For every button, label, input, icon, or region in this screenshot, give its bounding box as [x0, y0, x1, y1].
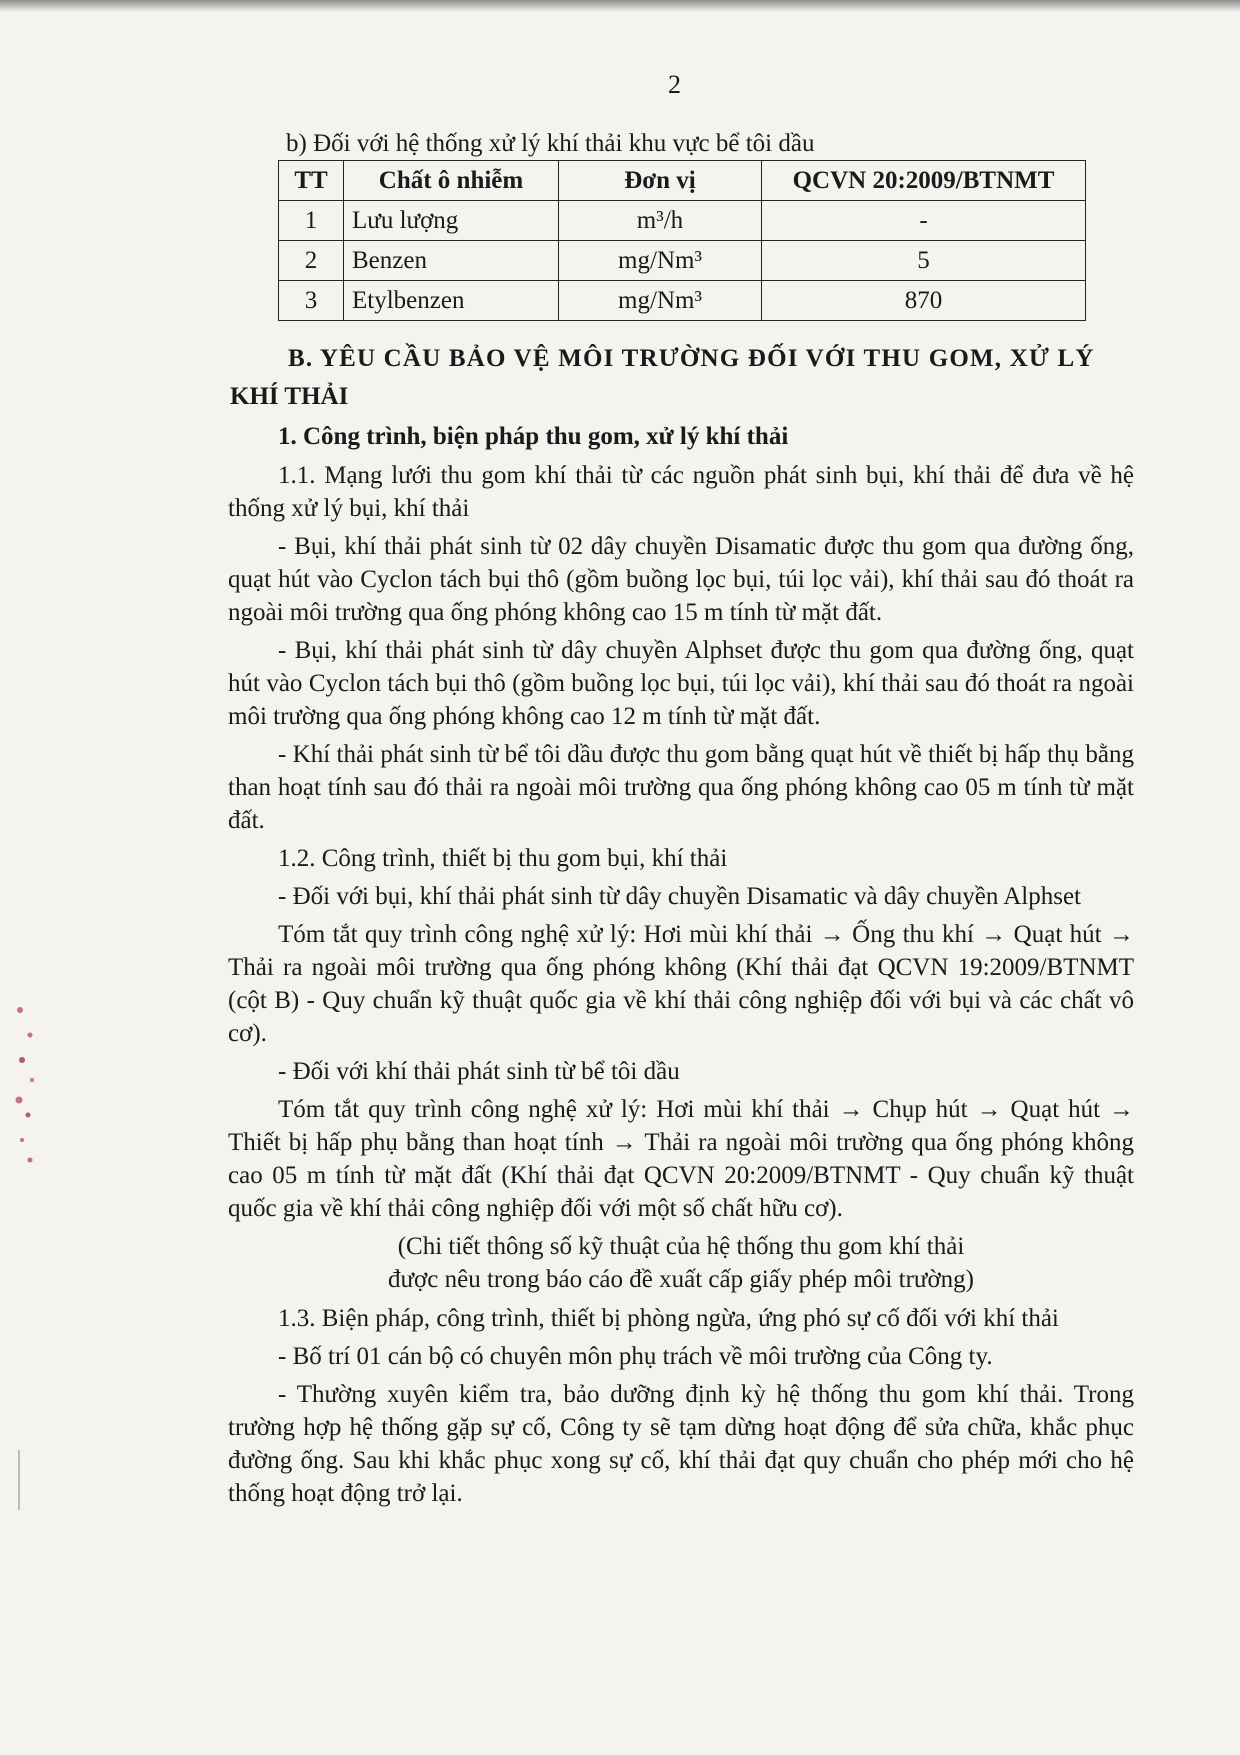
note-line-1: (Chi tiết thông số kỹ thuật của hệ thống thu gom khí thải: [397, 1233, 965, 1260]
cell-limit: 5: [762, 241, 1086, 281]
cell-unit: mg/Nm³: [559, 281, 762, 321]
red-stamp-edge: [10, 990, 40, 1190]
header-limit: QCVN 20:2009/BTNMT: [762, 161, 1086, 201]
cell-pollutant: Benzen: [344, 241, 559, 281]
cell-unit: mg/Nm³: [559, 241, 762, 281]
paragraph-1-2: 1.2. Công trình, thiết bị thu gom bụi, khí thải: [278, 845, 728, 872]
paragraph-1-1-b: - Bụi, khí thải phát sinh từ dây chuyền Alphset được thu gom qua đường ống, quạt hút vào Cyclon tách bụi thô (gồm buồng lọc bụi, túi lọc vải), khí thải sau đó thoát ra ngoài môi trường qua ống phóng không cao 12 m tính từ mặt đất.: [228, 637, 1134, 730]
heading-1: 1. Công trình, biện pháp thu gom, xử lý khí thải: [278, 423, 789, 450]
cell-pollutant: Etylbenzen: [344, 281, 559, 321]
section-b-title-line2: KHÍ THẢI: [230, 383, 349, 410]
section-b-title-line1: B. YÊU CẦU BẢO VỆ MÔI TRƯỜNG ĐỐI VỚI THU GOM, XỬ LÝ: [288, 345, 1095, 372]
note-line-2: được nêu trong báo cáo đề xuất cấp giấy phép môi trường): [388, 1266, 974, 1293]
section-b-title: [230, 340, 1130, 416]
cell-limit: 870: [762, 281, 1086, 321]
paragraph-1-3-a: - Bố trí 01 cán bộ có chuyên môn phụ trách về môi trường của Công ty.: [278, 1343, 993, 1370]
cell-tt: 2: [279, 241, 344, 281]
table-row: [279, 281, 1086, 321]
cell-pollutant: Lưu lượng: [344, 201, 559, 241]
cell-limit: -: [762, 201, 1086, 241]
paragraph-1-1: 1.1. Mạng lưới thu gom khí thải từ các nguồn phát sinh bụi, khí thải để đưa về hệ thống xử lý bụi, khí thải: [228, 462, 1134, 522]
header-pollutant: Chất ô nhiễm: [344, 161, 559, 201]
cell-tt: 3: [279, 281, 344, 321]
scan-margin-mark: [18, 1450, 20, 1510]
cell-tt: 1: [279, 201, 344, 241]
paragraph-1-2-a-summary: Tóm tắt quy trình công nghệ xử lý: Hơi mùi khí thải → Ống thu khí → Quạt hút → Thải ra ngoài môi trường qua ống phóng không (Khí thải đạt QCVN 19:2009/BTNMT (cột B) - Quy chuẩn kỹ thuật quốc gia về khí thải công nghiệp đối với bụi và các chất vô cơ).: [228, 921, 1134, 1047]
cell-unit: m³/h: [559, 201, 762, 241]
table-header-row: [279, 161, 1086, 201]
pollutant-limits-table: [278, 160, 1086, 321]
paragraph-1-1-a: - Bụi, khí thải phát sinh từ 02 dây chuyền Disamatic được thu gom qua đường ống, quạt hút vào Cyclon tách bụi thô (gồm buồng lọc bụi, túi lọc vải), khí thải sau đó thoát ra ngoài môi trường qua ống phóng không cao 15 m tính từ mặt đất.: [228, 533, 1134, 626]
paragraph-1-2-b: - Đối với khí thải phát sinh từ bể tôi dầu: [278, 1058, 680, 1085]
body-text: [228, 420, 1134, 1515]
table-caption: b) Đối với hệ thống xử lý khí thải khu vực bể tôi dầu: [286, 130, 815, 157]
paragraph-1-3-b: - Thường xuyên kiểm tra, bảo dưỡng định kỳ hệ thống thu gom khí thải. Trong trường hợp hệ thống gặp sự cố, Công ty sẽ tạm dừng hoạt động để sửa chữa, khắc phục đường ống. Sau khi khắc phục xong sự cố, khí thải đạt quy chuẩn cho phép mới cho hệ thống hoạt động trở lại.: [228, 1381, 1134, 1507]
paragraph-1-3: 1.3. Biện pháp, công trình, thiết bị phòng ngừa, ứng phó sự cố đối với khí thải: [278, 1305, 1059, 1332]
table-row: [279, 201, 1086, 241]
paragraph-1-1-c: - Khí thải phát sinh từ bể tôi dầu được thu gom bằng quạt hút về thiết bị hấp thụ bằng than hoạt tính sau đó thải ra ngoài môi trường qua ống phóng không cao 05 m tính từ mặt đất.: [228, 741, 1134, 834]
paragraph-1-2-b-summary: Tóm tắt quy trình công nghệ xử lý: Hơi mùi khí thải → Chụp hút → Quạt hút → Thiết bị hấp phụ bằng than hoạt tính → Thải ra ngoài môi trường qua ống phóng không cao 05 m tính từ mặt đất (Khí thải đạt QCVN 20:2009/BTNMT - Quy chuẩn kỹ thuật quốc gia về khí thải công nghiệp đối với một số chất hữu cơ).: [228, 1096, 1134, 1222]
header-tt: TT: [279, 161, 344, 201]
page-number: 2: [668, 70, 681, 99]
table-row: [279, 241, 1086, 281]
paragraph-1-2-a: - Đối với bụi, khí thải phát sinh từ dây chuyền Disamatic và dây chuyền Alphset: [278, 883, 1082, 910]
header-unit: Đơn vị: [559, 161, 762, 201]
